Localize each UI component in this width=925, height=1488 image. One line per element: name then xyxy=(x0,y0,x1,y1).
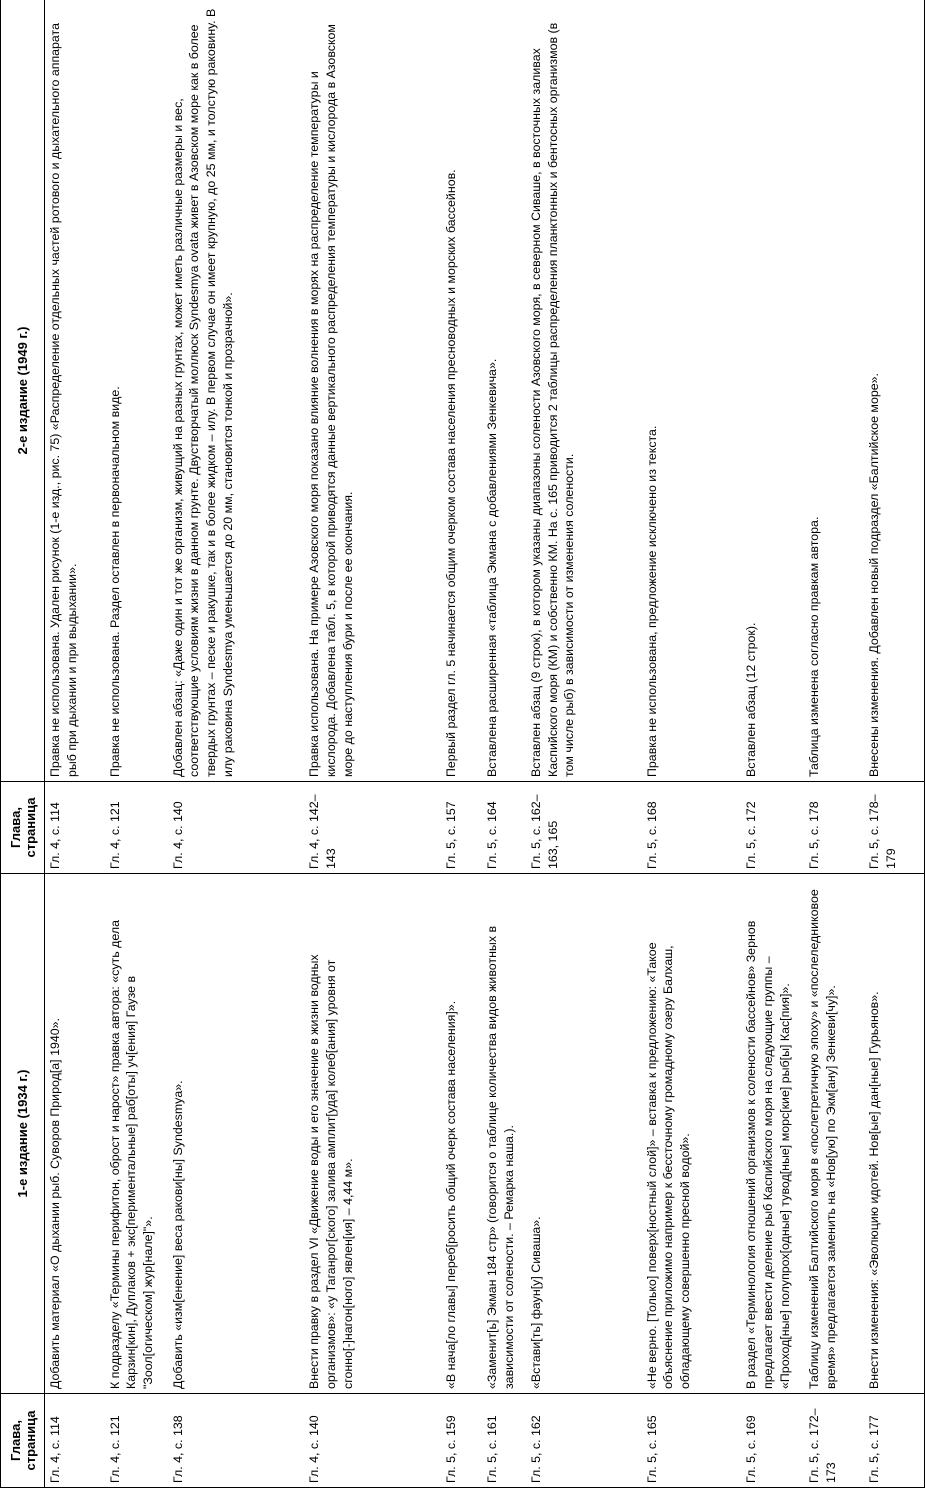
chapter-2-cell: Гл. 4, с. 121 xyxy=(105,782,168,874)
chapter-2-cell: Гл. 4, с. 142–143 xyxy=(304,782,441,874)
edition-1-cell: Добавить материал «О дыхании рыб. Суворов Природ[а] 1940». xyxy=(45,874,105,1394)
edition-2-cell: Таблица изменена согласно правкам автора. xyxy=(804,0,864,782)
header-row xyxy=(1,0,45,1488)
chapter-2-cell: Гл. 5, с. 178–179 xyxy=(864,782,924,874)
table-row xyxy=(864,0,924,1488)
chapter-1-cell: Гл. 5, с. 161 xyxy=(482,1394,526,1488)
edition-2-cell: Вставлена расширенная «таблица Экмана с добавлениями Зенкевича». xyxy=(482,0,526,782)
table-row xyxy=(741,0,804,1488)
edition-1-cell: «Заменит[ь] Экман 184 стр» (говорится о таблице количества видов животных в зависимости от солености. – Ремарка наша.). xyxy=(482,874,526,1394)
edition-2-cell: Правка использована. На примере Азовского моря показано влияние волнения в морях на распределение температуры и кислорода. Добавлена табл. 5, в которой приводятся данные вертикального распределения температуры и кислорода в Азовском море до наступления бури и после ее окончания. xyxy=(304,0,441,782)
table-row xyxy=(642,0,742,1488)
table-row xyxy=(441,0,483,1488)
edition-2-cell: Вставлен абзац (9 строк), в котором указаны диапазоны солености Азовского моря, в северном Сиваше, в восточных заливах Каспийского моря (КМ) и собственно КМ. На с. 165 приводится 2 таблицы распределения планктонных и бентосных организмов (в том числе рыб) в зависимости от изменения солености. xyxy=(526,0,642,782)
chapter-2-cell: Гл. 4, с. 114 xyxy=(45,782,105,874)
chapter-2-cell: Гл. 5, с. 172 xyxy=(741,782,804,874)
edition-1-cell: «Не верно. [Только] поверх[ностный слой]» – вставка к предложению: «Такое объяснение приложимо например к бессточному громадному озеру Балхаш, обладающему совершенно пресной водой». xyxy=(642,874,742,1394)
edition-2-cell: Правка не использована. Раздел оставлен в первоначальном виде. xyxy=(105,0,168,782)
edition-1-cell: Таблицу изменений Балтийского моря в «послетретичную эпоху» и «послеледниковое время» предлагается заменить на «Нов[ую] по Экм[ану] Зенкеви[чу]». xyxy=(804,874,864,1394)
chapter-1-cell: Гл. 4, с. 140 xyxy=(304,1394,441,1488)
chapter-2-cell: Гл. 5, с. 164 xyxy=(482,782,526,874)
chapter-2-cell: Гл. 5, с. 157 xyxy=(441,782,483,874)
edition-2-cell: Вставлен абзац (12 строк). xyxy=(741,0,804,782)
table-row xyxy=(304,0,441,1488)
table-row xyxy=(482,0,526,1488)
edition-1-cell: В раздел «Терминология отношений организмов к солености бассейнов» Зернов предлагает ввести деление рыб Каспийского моря на следующие группы – «Проход[ные] полупрох[одные] тувод[ные] морс[кие] рыб[ы] Кас[пия]». xyxy=(741,874,804,1394)
edition-1-cell: Внести изменения: «Эволюцию идотей. Нов[ые] дан[ные] Гурьянов». xyxy=(864,874,924,1394)
edition-2-cell: Внесены изменения. Добавлен новый подраздел «Балтийское море». xyxy=(864,0,924,782)
chapter-1-cell: Гл. 4, с. 114 xyxy=(45,1394,105,1488)
chapter-2-cell: Гл. 4, с. 140 xyxy=(168,782,305,874)
chapter-1-cell: Гл. 4, с. 121 xyxy=(105,1394,168,1488)
chapter-2-cell: Гл. 5, с. 178 xyxy=(804,782,864,874)
edition-2-cell: Добавлен абзац: «Даже один и тот же организм, живущий на разных грунтах, может иметь различные размеры и вес, соответствующие условиям жизни в данном грунте. Двустворчатый моллюск Syndesmya ovata живет в Азовском море как в более твердых грунтах – песке и ракушке, так и в более жидком – илу. В первом случае он имеет крупную, до 25 мм, и толстую раковину. В илу раковина Syndesmya уменьшается до 20 мм, становится тонкой и прозрачной». xyxy=(168,0,305,782)
chapter-1-cell: Гл. 5, с. 169 xyxy=(741,1394,804,1488)
edition-1-cell: «Встави[ть] фаун[у] Сиваша». xyxy=(526,874,642,1394)
table-row xyxy=(804,0,864,1488)
header-edition-2: 2-е издание (1949 г.) xyxy=(1,0,45,782)
header-edition-1: 1-е издание (1934 г.) xyxy=(1,874,45,1394)
chapter-1-cell: Гл. 5, с. 162 xyxy=(526,1394,642,1488)
edition-1-cell: «В нача[ло главы] переб[росить общий очерк состава населения]». xyxy=(441,874,483,1394)
edition-1-cell: Внести правку в раздел VI «Движение воды и его значение в жизни водных организмов»: «у Таганрог[ского] залива амплит[уда] колеб[ания] уровня от сгонно[-]нагон[ного] явлен[ия] – 4,44 м». xyxy=(304,874,441,1394)
edition-1-cell: Добавить «изм[енение] веса ракови[ны] Syndesmya». xyxy=(168,874,305,1394)
chapter-2-cell: Гл. 5, с. 168 xyxy=(642,782,742,874)
chapter-1-cell: Гл. 5, с. 172–173 xyxy=(804,1394,864,1488)
header-chapter-1: Глава, страница xyxy=(1,1394,45,1488)
edition-2-cell: Правка не использована. Удален рисунок (1-е изд., рис. 75) «Распределение отдельных частей ротового и дыхательного аппарата рыб при дыхании и при выдыхании». xyxy=(45,0,105,782)
edition-2-cell: Первый раздел гл. 5 начинается общим очерком состава населения пресноводных и морских бассейнов. xyxy=(441,0,483,782)
table-row xyxy=(105,0,168,1488)
header-chapter-2: Глава, страница xyxy=(1,782,45,874)
edition-1-cell: К подразделу «Термины перифитон, оброст и нарост» правка автора: «суть дела Карзин[кин], Дуплаков + экс[периментальные] раб[оты] уч[ения] Гаузе в "Зоол[огическом] жур[нале]"». xyxy=(105,874,168,1394)
edition-2-cell: Правка не использована, предложение исключено из текста. xyxy=(642,0,742,782)
table-row xyxy=(526,0,642,1488)
chapter-2-cell: Гл. 5, с. 162–163, 165 xyxy=(526,782,642,874)
chapter-1-cell: Гл. 5, с. 159 xyxy=(441,1394,483,1488)
table-row xyxy=(45,0,105,1488)
chapter-1-cell: Гл. 5, с. 177 xyxy=(864,1394,924,1488)
chapter-1-cell: Гл. 4, с. 138 xyxy=(168,1394,305,1488)
table-row xyxy=(168,0,305,1488)
chapter-1-cell: Гл. 5, с. 165 xyxy=(642,1394,742,1488)
